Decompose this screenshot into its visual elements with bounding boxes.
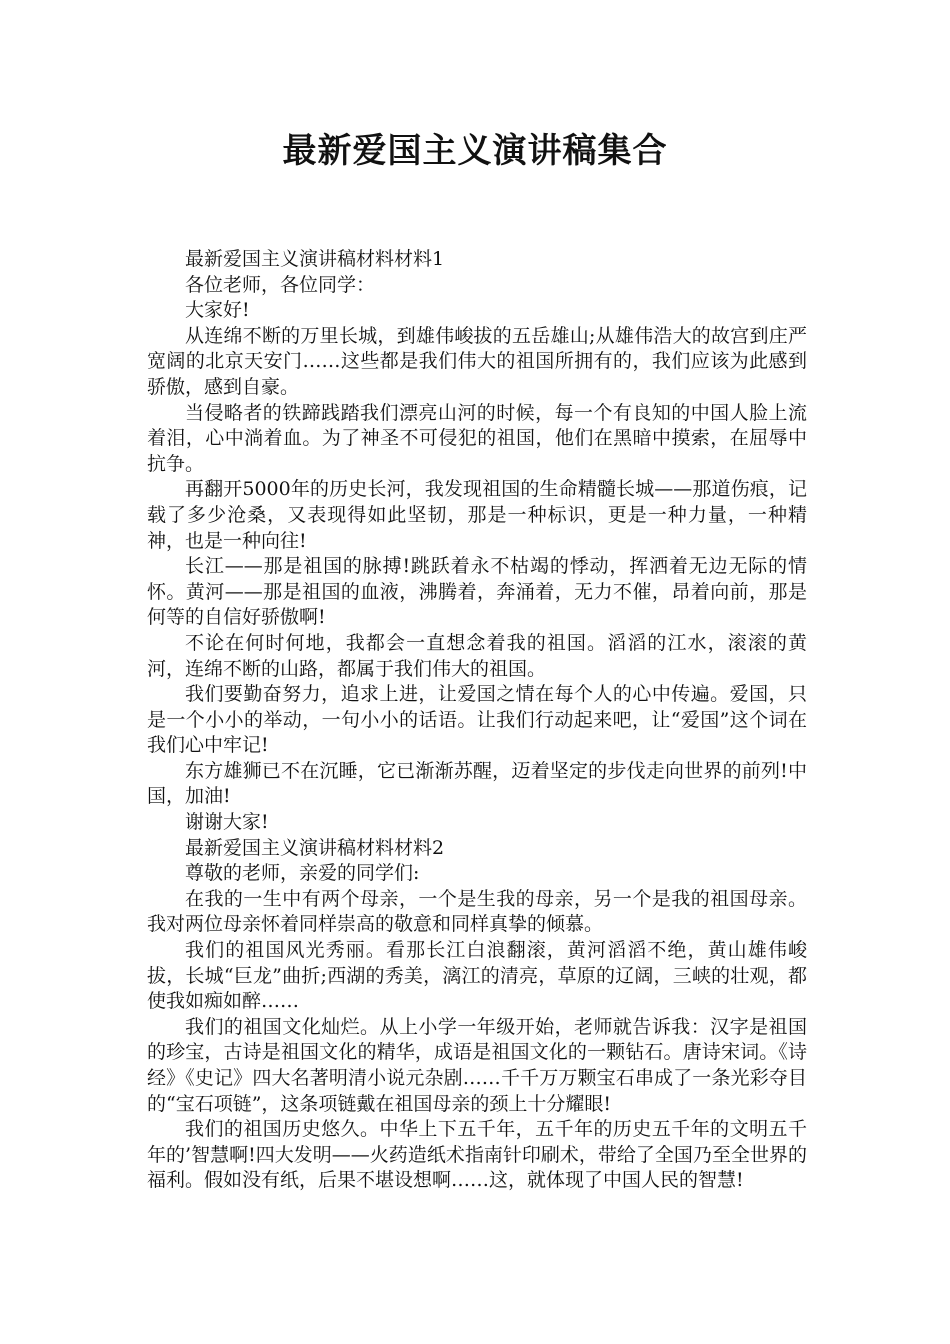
paragraph: 我们的祖国文化灿烂。从上小学一年级开始，老师就告诉我：汉字是祖国的珍宝，古诗是祖国文化的精华，成语是祖国文化的一颗钻石。唐诗宋词。《诗经》《史记》四大名著明清小说元杂剧……千千万万颗宝石串成了一条光彩夺目的“宝石项链”，这条项链戴在祖国母亲的颈上十分耀眼! bbox=[147, 1015, 807, 1115]
paragraph: 我们的祖国历史悠久。中华上下五千年，五千年的历史五千年的文明五千年的’智慧啊!四大发明——火药造纸术指南针印刷术，带给了全国乃至全世界的福利。假如没有纸，后果不堪设想啊……这，就体现了中国人民的智慧! bbox=[147, 1118, 807, 1192]
paragraph: 东方雄狮已不在沉睡，它已渐渐苏醒，迈着坚定的步伐走向世界的前列!中国，加油! bbox=[147, 759, 807, 808]
salutation: 各位老师，各位同学： bbox=[185, 273, 376, 296]
heading-material-1: 最新爱国主义演讲稿材料材料1 bbox=[185, 248, 445, 270]
paragraph: 我们要勤奋努力，追求上进，让爱国之情在每个人的心中传遍。爱国，只是一个小小的举动，一句小小的话语。让我们行动起来吧，让“爱国”这个词在我们心中牢记! bbox=[147, 683, 807, 757]
salutation: 尊敬的老师，亲爱的同学们: bbox=[185, 862, 420, 885]
closing: 谢谢大家! bbox=[185, 811, 269, 834]
paragraph: 当侵略者的铁蹄践踏我们漂亮山河的时候，每一个有良知的中国人脸上流着泪，心中淌着血。为了神圣不可侵犯的祖国，他们在黑暗中摸索，在屈辱中抗争。 bbox=[147, 401, 807, 475]
paragraph: 再翻开5000年的历史长河，我发现祖国的生命精髓长城——那道伤痕，记载了多少沧桑，又表现得如此坚韧，那是一种标识，更是一种力量，一种精神，也是一种向往! bbox=[147, 478, 807, 552]
paragraph: 长江——那是祖国的脉搏!跳跃着永不枯竭的悸动，挥洒着无边无际的情怀。黄河——那是祖国的血液，沸腾着，奔涌着，无力不催，昂着向前，那是何等的自信好骄傲啊! bbox=[147, 555, 807, 629]
heading-material-2: 最新爱国主义演讲稿材料材料2 bbox=[185, 836, 445, 859]
document-body bbox=[147, 247, 807, 1194]
paragraph: 我们的祖国风光秀丽。看那长江白浪翻滚，黄河滔滔不绝，黄山雄伟峻拔，长城“巨龙”曲折;西湖的秀美，漓江的清亮，草原的辽阔，三峡的壮观，都使我如痴如醉…… bbox=[147, 939, 807, 1013]
paragraph: 不论在何时何地，我都会一直想念着我的祖国。滔滔的江水，滚滚的黄河，连绵不断的山路，都属于我们伟大的祖国。 bbox=[147, 631, 807, 680]
paragraph: 在我的一生中有两个母亲，一个是生我的母亲，另一个是我的祖国母亲。我对两位母亲怀着同样崇高的敬意和同样真挚的倾慕。 bbox=[147, 887, 807, 936]
paragraph: 从连绵不断的万里长城，到雄伟峻拔的五岳雄山;从雄伟浩大的故宫到庄严宽阔的北京天安门……这些都是我们伟大的祖国所拥有的，我们应该为此感到骄傲，感到自豪。 bbox=[147, 324, 807, 398]
greeting: 大家好! bbox=[185, 299, 250, 322]
document-title: 最新爱国主义演讲稿集合 bbox=[282, 131, 668, 171]
